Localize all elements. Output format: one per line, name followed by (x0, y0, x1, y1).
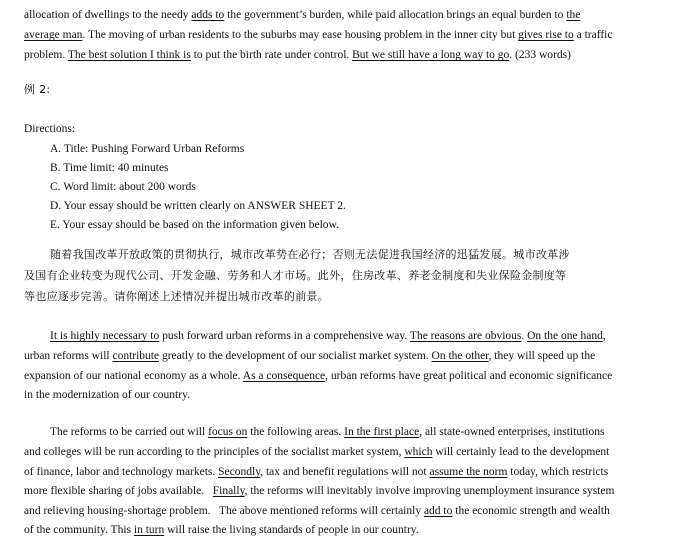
direction-item: B. Time limit: 40 minutes (50, 162, 169, 174)
text: the government’s burden, while paid allocation brings an equal burden to (224, 9, 567, 21)
underlined-phrase: gives rise to (518, 29, 574, 41)
underlined-phrase: assume the norm (429, 466, 508, 478)
para1-line-4 (24, 386, 190, 405)
chinese-prompt-line: 等也应逐步完善。请你阐述上述情况并提出城市改革的前景。 (24, 290, 330, 303)
text: , tax and benefit regulations will not (260, 466, 430, 478)
underlined-phrase: In the first place (344, 426, 420, 438)
chinese-prompt-line: 及国有企业转变为现代公司、开发金融、劳务和人才市场。此外，住房改革、养老金制度和失业保险金制度等 (24, 269, 567, 282)
directions-heading: Directions: (24, 123, 76, 135)
direction-item: C. Word limit: about 200 words (50, 181, 196, 193)
underlined-phrase: The reasons are obvious (409, 330, 522, 342)
underlined-phrase: As a consequence (242, 370, 326, 382)
text: , urban reforms have great political and economic significance (325, 370, 613, 382)
underlined-phrase: contribute (112, 350, 160, 362)
direction-item: A. Title: Pushing Forward Urban Reforms (50, 143, 245, 155)
text: , the reforms will inevitably involve improving unemployment insurance system (244, 485, 615, 497)
text: problem. (24, 49, 68, 61)
para1-line-1 (50, 327, 606, 346)
underlined-phrase: But we still have a long way to go (352, 49, 510, 61)
direction-item: E. Your essay should be based on the information given below. (50, 219, 339, 231)
text: The reforms to be carried out will (50, 426, 209, 438)
text: to put the birth rate under control. (190, 49, 353, 61)
text: . (233 words) (509, 49, 571, 61)
text: . (521, 330, 528, 342)
text: will certainly lead to the development (432, 446, 610, 458)
underlined-phrase: On the other (431, 350, 489, 362)
text: of finance, labor and technology markets. (24, 466, 219, 478)
text: of the community. This (24, 524, 134, 536)
para2-line-6 (24, 521, 419, 540)
text: the following areas. (247, 426, 345, 438)
underlined-phrase: The best solution I think is (67, 49, 191, 61)
underlined-phrase: Secondly (218, 466, 261, 478)
underlined-phrase: focus on (208, 426, 248, 438)
underlined-phrase: which (404, 446, 433, 458)
direction-item: D. Your essay should be written clearly on ANSWER SHEET 2. (50, 200, 346, 212)
text: more flexible sharing of jobs available. (24, 485, 213, 497)
text: , they will speed up the (488, 350, 596, 362)
example-label: 例 2: (24, 83, 51, 96)
text: in the modernization of our country. (24, 389, 190, 401)
underlined-phrase: the (566, 9, 581, 21)
intro-line-3 (24, 46, 571, 65)
text: a traffic (573, 29, 613, 41)
text: greatly to the development of our socialist market system. (159, 350, 432, 362)
text: expansion of our national economy as a whole. (24, 370, 243, 382)
underlined-phrase: add to (423, 505, 453, 517)
para2-line-2 (24, 443, 609, 462)
para2-line-3 (24, 463, 608, 482)
underlined-phrase: On the one hand (527, 330, 603, 342)
text: . The moving of urban residents to the suburbs may ease housing problem in the inner city but (82, 29, 519, 41)
text: will raise the living standards of people in our country. (164, 524, 419, 536)
intro-line-1 (24, 6, 580, 25)
underlined-phrase: in turn (133, 524, 165, 536)
text: and relieving housing-shortage problem. The above mentioned reforms will certainly (24, 505, 424, 517)
text: , all state-owned enterprises, institutions (419, 426, 605, 438)
text: push forward urban reforms in a comprehensive way. (159, 330, 410, 342)
underlined-phrase: Finally (212, 485, 245, 497)
para2-line-4 (24, 482, 614, 501)
text: , (602, 330, 606, 342)
underlined-phrase: adds to (191, 9, 225, 21)
chinese-prompt-line: 随着我国改革开放政策的贯彻执行，城市改革势在必行；否则无法促进我国经济的迅猛发展。城市改革涉 (50, 248, 570, 261)
text: today, which restricts (507, 466, 609, 478)
underlined-phrase: It is highly necessary to (50, 330, 160, 342)
underlined-phrase: average man (24, 29, 83, 41)
para2-line-5 (24, 502, 610, 521)
text: urban reforms will (24, 350, 113, 362)
text: and colleges will be run according to the principles of the socialist market system, (24, 446, 405, 458)
text: the economic strength and wealth (452, 505, 610, 517)
text: allocation of dwellings to the needy (24, 9, 192, 21)
intro-line-2 (24, 26, 612, 45)
para1-line-2 (24, 347, 595, 366)
para2-line-1 (50, 423, 604, 442)
para1-line-3 (24, 367, 612, 386)
